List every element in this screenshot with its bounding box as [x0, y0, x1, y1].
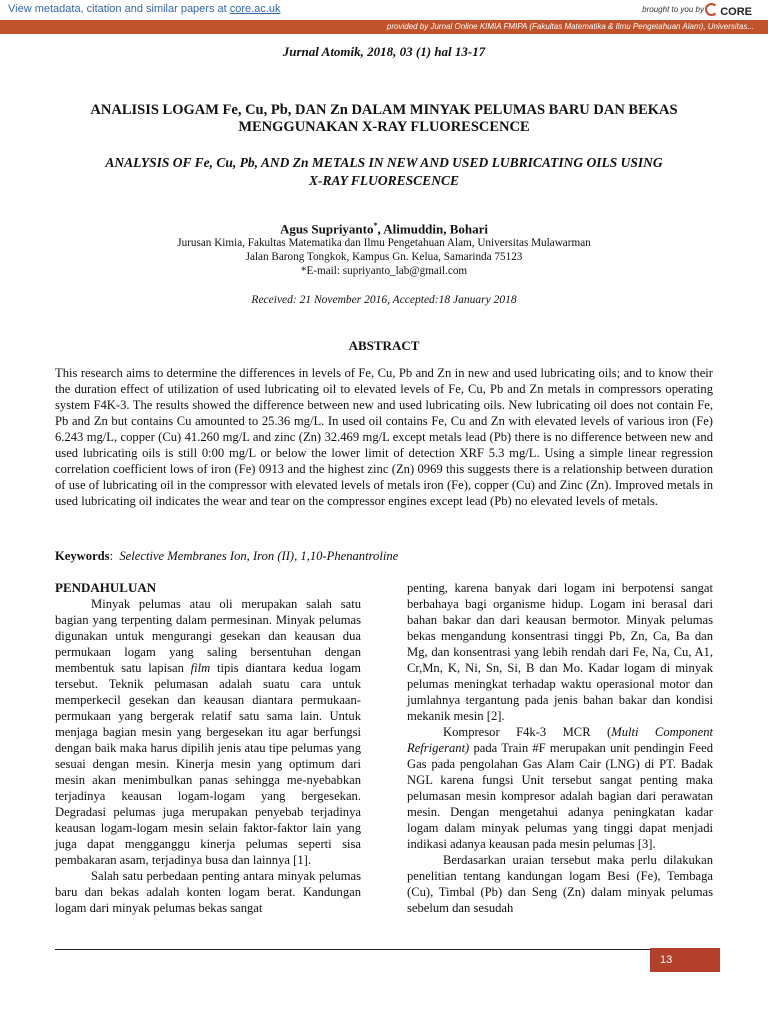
other-authors: , Alimuddin, Bohari: [377, 221, 489, 237]
provider-text[interactable]: provided by Jurnal Online KIMIA FMIPA (Fakultas Matematika & Ilmu Pengetahuan Alam), Universitas...: [386, 22, 754, 31]
affiliation-line-2: Jalan Barong Tongkok, Kampus Gn. Kelua, Samarinda 75123: [245, 251, 523, 263]
metadata-notice: [8, 3, 281, 15]
keywords-list: Selective Membranes Ion, Iron (II), 1,10-Phenantroline: [119, 549, 399, 563]
affiliation: [0, 236, 768, 278]
author-list: [0, 221, 768, 237]
contact-email: *E-mail: supriyanto_lab@gmail.com: [300, 265, 468, 277]
core-link[interactable]: core.ac.uk: [229, 3, 281, 15]
core-top-bar: [0, 0, 768, 21]
core-logo[interactable]: [705, 3, 752, 18]
paper-subtitle: [40, 154, 728, 190]
paragraph-italic: film: [190, 661, 211, 675]
paragraph-italic: Multi Component Refrigerant): [407, 725, 713, 755]
paragraph-text: Minyak pelumas atau oli merupakan salah satu bagian yang terpenting dalam permesinan. Minyak pelumas digunakan untuk mengurangi gesekan dan keausan dua permukaan logam yang saling bersentuhan dengan membentuk satu lapisan: [55, 597, 361, 675]
paragraph: penting, karena banyak dari logam ini berpotensi sangat berbahaya bagi organisme hidup. Logam ini berasal dari bahan bakar dan dari keausan bermotor. Minyak pelumas bekas mengandung konsentrasi tinggi Pb, Zn, Ca, Ba dan Mg, dan konsentrasi yang lebih rendah dari Fe, Na, Cu, A1, Cr,Mn, K, Ni, Sn, Si, B dan Mo. Kadar logam di minyak pelumas meningkat terhadap waktu operasional motor dan jumlahnya tergantung pada jenis bahan bakar dan kondisi mekanik mesin [2].: [407, 581, 713, 723]
core-logo-icon: [705, 3, 718, 16]
right-column: [407, 580, 713, 916]
title-line-2: MENGGUNAKAN X-RAY FLUORESCENCE: [238, 119, 530, 135]
keywords: [55, 549, 713, 564]
subtitle-line-2: X-RAY FLUORESCENCE: [309, 173, 459, 188]
paragraph: [55, 596, 361, 868]
abstract-heading: ABSTRACT: [348, 338, 420, 353]
paragraph: Berdasarkan uraian tersebut maka perlu dilakukan penelitian tentang kandungan logam Besi (Fe), Tembaga (Cu), Timbal (Pb) dan Seng (Zn) dalam minyak pelumas sebelum dan sesudah: [407, 853, 713, 915]
paragraph-text: pada Train #F merupakan unit pendingin Feed Gas pada pengolahan Gas Alam Cair (LNG) di PT. Badak NGL karena fungsi Unit tersebut sangat penting maka pelumasan mesin kompresor adalah bagian dari perawatan mesin. Dengan mengetahui adanya peningkatan kadar logam dalam minyak pelumas yang tinggi dapat menjadi indikasi adanya keausan pada mesin pelumas [3].: [407, 741, 713, 851]
provider-bar: [0, 20, 768, 34]
paragraph: Salah satu perbedaan penting antara minyak pelumas baru dan bekas adalah konten logam berat. Kandungan logam dari minyak pelumas bekas sangat: [55, 869, 361, 915]
subtitle-line-1: ANALYSIS OF Fe, Cu, Pb, AND Zn METALS IN NEW AND USED LUBRICATING OILS USING: [105, 155, 663, 170]
first-author: Agus Supriyanto: [279, 221, 374, 237]
paragraph: [407, 724, 713, 852]
section-heading-pendahuluan: PENDAHULUAN: [55, 580, 157, 595]
received-dates: Received: 21 November 2016, Accepted:18 January 2018: [251, 294, 517, 306]
paper-title: [40, 102, 728, 136]
brought-by-text: brought to you by: [642, 5, 704, 14]
paragraph-text: Kompresor F4k-3 MCR (: [443, 725, 612, 739]
corresponding-mark: *: [373, 221, 378, 230]
page-number: 13: [650, 948, 720, 972]
affiliation-line-1: Jurusan Kimia, Fakultas Matematika dan Ilmu Pengetahuan Alam, Universitas Mulawarman: [177, 237, 591, 249]
keywords-separator: :: [109, 549, 114, 563]
paragraph-text: tipis diantara kedua logam tersebut. Teknik pelumasan adalah suatu cara untuk memperkecil gesekan dan keausan diantara permukaan-permukaan yang bergerak relatif satu sama lain. Untuk menjaga bagian mesin yang bergesekan itu agar berfungsi dengan baik maka harus dipilih jenis atau tipe pelumas yang sesuai dengan mesin. Kinerja mesin yang optimum dari mesin akan menimbulkan panas sehingga me-nyebabkan terjadinya keausan logam-logam yang bergesekan. Degradasi pelumas juga merupakan penyebab terjadinya keausan logam-logam mesin selain faktor-faktor lain yang juga dapat mengganggu kinerja pelumas seperti sisa pembakaran asam, terjadinya busa dan lainnya [1].: [55, 661, 361, 867]
title-line-1: ANALISIS LOGAM Fe, Cu, Pb, DAN Zn DALAM MINYAK PELUMAS BARU DAN BEKAS: [90, 102, 678, 118]
journal-citation: Jurnal Atomik, 2018, 03 (1) hal 13-17: [282, 44, 486, 59]
keywords-label: Keywords: [55, 549, 110, 563]
left-column: [55, 580, 361, 916]
core-logo-text: CORE: [720, 6, 752, 18]
footer-rule: [55, 949, 713, 950]
abstract-body: This research aims to determine the differences in levels of Fe, Cu, Pb and Zn in new and used lubricating oils; and to know their the duration effect of utilization of used lubricating oil to elevated levels of Fe, Cu, Pb and Zn metals in compressors operating system F4K-3. The results showed the difference between new and used lubricating oils. New lubricating oil does not contain Fe, Pb and Zn but contains Cu amounted to 25.36 mg/L. In used oil contains Fe, Cu and Zn with elevated levels of various iron (Fe) 6.243 mg/L, copper (Cu) 41.260 mg/L and zinc (Zn) 32.469 mg/L except metals lead (Pb) there is no difference between new and used lubricating oils is still 0:00 mg/L or below the lower limit of detection XRF 5.3 mg/L. Using a simple linear regression correlation coefficient lows of iron (Fe) 0913 and the highest zinc (Zn) 0969 this suggests there is a relationship between duration of use of lubricating oil in the compressor with elevated levels of metals iron (Fe), copper (Cu) and Zinc (Zn). Improved metals in used lubricating oil indicates the wear and tear on the compressor engines except lead (Pb) no elevated levels of metals.: [55, 366, 713, 508]
metadata-text: View metadata, citation and similar papers at: [8, 3, 230, 15]
